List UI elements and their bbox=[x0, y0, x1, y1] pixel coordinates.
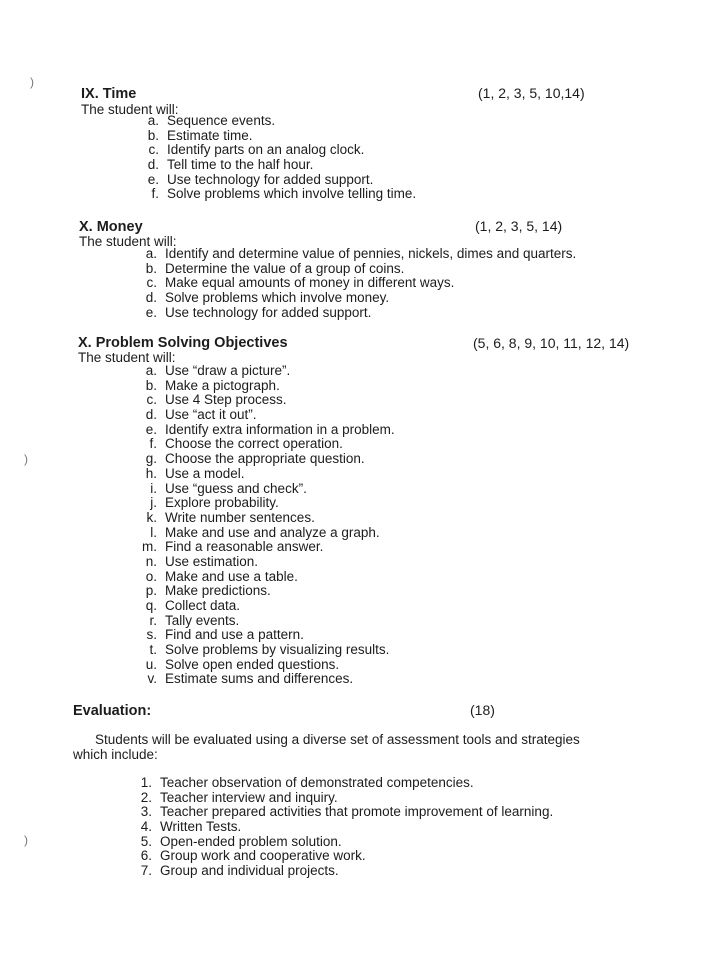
section-references: (5, 6, 8, 9, 10, 11, 12, 14) bbox=[473, 335, 630, 351]
section-references: (1, 2, 3, 5, 14) bbox=[475, 218, 563, 234]
scan-mark: ) bbox=[30, 75, 34, 89]
scan-mark: ) bbox=[24, 452, 28, 466]
scan-mark: ) bbox=[24, 833, 28, 847]
section-intro: The student will: bbox=[78, 350, 176, 365]
evaluation-paragraph: Students will be evaluated using a diverse set of assessment tools and strategies which include: bbox=[73, 732, 580, 762]
section-title: X. Money bbox=[79, 219, 143, 235]
section-references: (1, 2, 3, 5, 10,14) bbox=[478, 85, 585, 101]
section-references: (18) bbox=[470, 702, 495, 718]
section-intro: The student will: bbox=[79, 234, 177, 249]
section-title: IX. Time bbox=[81, 86, 137, 102]
section-title: X. Problem Solving Objectives bbox=[78, 335, 288, 351]
section-title: Evaluation: bbox=[73, 703, 152, 719]
document-page: ) ) ) IX. Time (1, 2, 3, 5, 10,14) The student will: a. Sequence events. b. Estimate time. c. Identify parts on an analog clock. d. Tell time to the half hour. e. Use technology for added support. f. Solve problems which involve telling time. X. Money (1, 2, 3, 5, 14) The student will: a. Identify and determine value of pennies, nickels, dimes and quarters. b. Determine the value of a group of coins. c. Make equal amounts of money in different ways. d. Solve problems which involve money. e. Use technology for added support. X. Problem Solving Objectives (5, 6, 8, 9, 10, 11, 12, 14) The student will: a. Use “draw a picture”. b. Make a pictograph. c. Use 4 Step process. d. Use “act it out”. e. Identify extra information in a problem. f. Choose the correct operation. g. Choose the appropriate question. h. Use a model. i. Use “guess and check”. j. Explore probability. k. Write number sentences. l. Make and use and analyze a graph. m. Find a reasonable answer. n. Use estimation. o. Make and use a table. p. Make predictions. q. Collect data. r. Tally events. s. Find and use a pattern. t. Solve problems by visualizing results. u. Solve open ended questions. v. Estimate sums and differences. Evaluation: (18) Students will be evaluated using a diverse set of assessment tools and strategies which include: 1. Teacher observation of demonstrated competencies. 2. Teacher interview and inquiry. 3. Teacher prepared activities that promote improvement of learning. 4. Written Tests. 5. Open-ended problem solution. 6. Group work and cooperative work. 7. Group and individual projects. bbox=[24, 75, 630, 879]
section-intro: The student will: bbox=[81, 102, 179, 117]
